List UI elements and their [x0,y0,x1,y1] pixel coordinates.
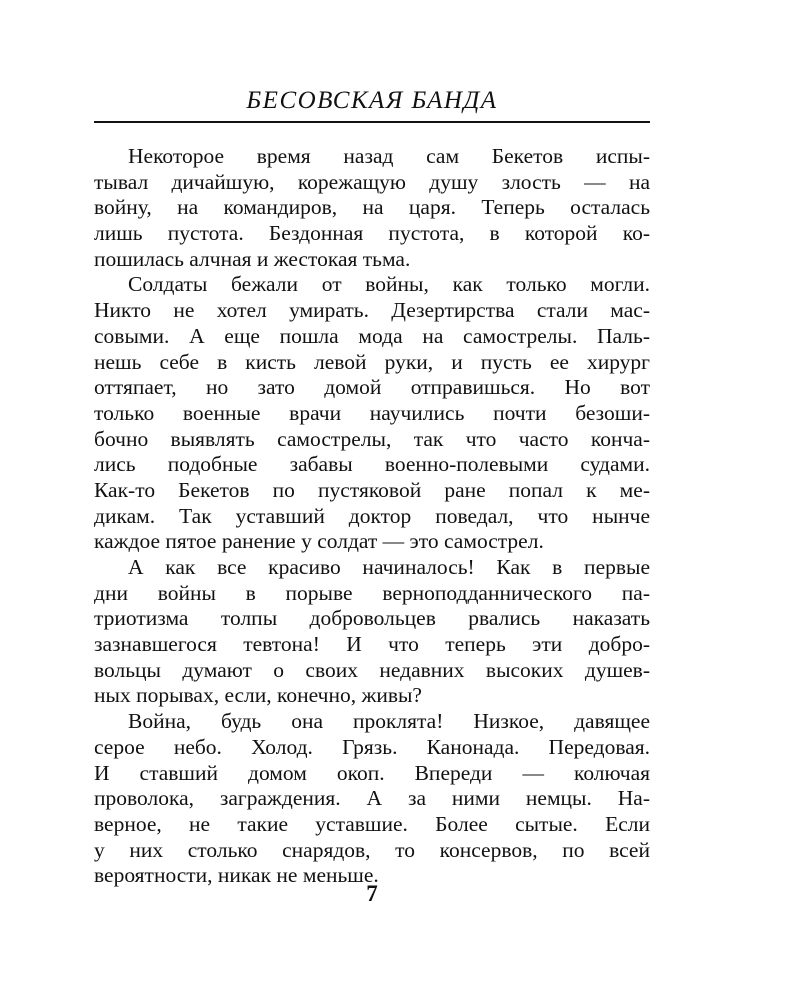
text-line: проволока, заграждения. А за ними немцы. На- [94,786,650,811]
text-line: вольцы думают о своих недавних высоких душев- [94,657,650,682]
text-line: А как все красиво начиналось! Как в первые [128,555,650,579]
page-number: 7 [366,881,378,906]
text-line: бочно выявлять самострелы, так что часто конча- [94,426,650,451]
paragraph [94,144,650,272]
text-line: вероятности, никак не меньше. [94,863,379,888]
text-line: зазнавшегося тевтона! И что теперь эти добро- [94,632,650,657]
running-head: БЕСОВСКАЯ БАНДА [246,87,498,114]
text-line: ных порывах, если, конечно, живы? [94,683,422,708]
header-rule [94,121,650,123]
text-line: каждое пятое ранение у солдат — это самострел. [94,529,544,554]
text-line: только военные врачи научились почти безоши- [94,400,650,425]
paragraph [94,555,650,709]
text-line: Солдаты бежали от войны, как только могли. [128,272,650,297]
text-line: пошилась алчная и жестокая тьма. [94,246,411,271]
text-line: Никто не хотел умирать. Дезертирства стали мас- [94,298,650,323]
paragraph [94,272,650,555]
text-line: лись подобные забавы военно-полевыми судами. [94,452,650,477]
text-line: Война, будь она проклята! Низкое, давящее [128,709,650,734]
text-line: оттяпает, но зато домой отправишься. Но вот [94,375,650,400]
text-line: совыми. А еще пошла мода на самострелы. Паль- [94,323,650,348]
text-line: у них столько снарядов, то консервов, по всей [94,837,650,862]
body-text [94,144,650,889]
text-line: верное, не такие уставшие. Более сытые. Если [94,811,650,836]
text-line: дни войны в порыве верноподданнического па- [94,580,650,605]
text-line: триотизма толпы добровольцев рвались наказать [94,606,650,631]
text-line: Некоторое время назад сам Бекетов испы- [128,144,650,168]
text-line: И ставший домом окоп. Впереди — колючая [94,760,650,785]
paragraph [94,709,650,889]
text-line: Как-то Бекетов по пустяковой ране попал к ме- [94,477,650,502]
text-line: нешь себе в кисть левой руки, и пусть ее хирург [94,349,650,374]
text-line: серое небо. Холод. Грязь. Канонада. Передовая. [94,734,650,759]
text-line: тывал дичайшую, корежащую душу злость — на [94,169,650,194]
text-line: войну, на командиров, на царя. Теперь осталась [94,195,650,220]
text-line: дикам. Так уставший доктор поведал, что нынче [94,503,650,528]
text-line: лишь пустота. Бездонная пустота, в которой ко- [94,221,650,246]
